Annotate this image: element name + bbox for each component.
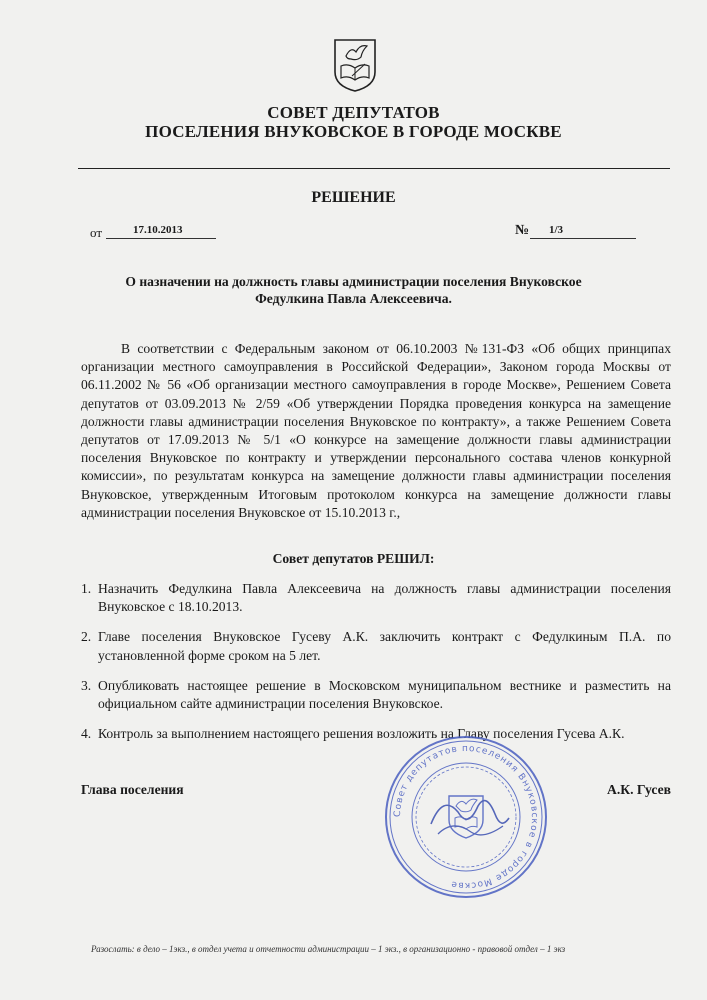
number-label: №	[515, 223, 530, 238]
stamp-text: Совет депутатов поселения Внуковское в городе Москве	[392, 743, 540, 891]
date-label: от	[90, 225, 103, 240]
list-item	[81, 628, 671, 664]
item-number: 2.	[81, 629, 92, 645]
document-date: 17.10.2013	[133, 224, 183, 236]
item-text: Опубликовать настоящее решение в Московском муниципальном вестнике и разместить на официальном сайте администрации поселения Внуковское.	[98, 677, 671, 712]
subject-line-2: Федулкина Павла Алексеевича.	[255, 291, 452, 306]
settlement-name: ПОСЕЛЕНИЯ ВНУКОВСКОЕ В ГОРОДЕ МОСКВЕ	[145, 122, 562, 141]
list-item	[81, 725, 671, 743]
preamble-paragraph: В соответствии с Федеральным законом от 06.10.2003 №131-ФЗ «Об общих принципах организации местного самоуправления в Российской Федерации», Законом города Москвы от 06.11.2002 № 56 «Об организации местного самоуправления в городе Москве», Решением Совета депутатов от 03.09.2013 № 2/59 «Об утверждении Порядка проведения конкурса на замещение должности главы администрации поселения Внуковское по контракту», а также Решением Совета депутатов от 17.09.2013 № 5/1 «О конкурсе на замещение должности главы администрации поселения Внуковское по контракту и утверждении персонального состава членов конкурной комиссии», по результатам конкурса на замещение должности главы администрации поселения Внуковское, утвержденным Итоговым протоколом конкурса на замещение должности главы администрации поселения Внуковское от 15.10.2013 г.,	[81, 341, 671, 520]
item-number: 3.	[81, 677, 92, 693]
header-divider	[78, 168, 670, 169]
dove-book-emblem-icon	[332, 38, 378, 92]
council-name: СОВЕТ ДЕПУТАТОВ	[267, 103, 440, 122]
resolution-items	[81, 580, 671, 743]
list-item	[81, 580, 671, 616]
svg-text:Совет депутатов поселения Внук	[393, 744, 539, 890]
distribution-note: Разослать: в дело – 1экз., в отдел учета и отчетности администрации – 1 экз., в организационно - правовой отдел – 1 экз	[91, 944, 566, 954]
signatory-name: А.К. Гусев	[607, 782, 671, 797]
item-text: Контроль за выполнением настоящего решения возложить на Главу поселения Гусева А.К.	[98, 726, 625, 742]
list-item	[81, 677, 671, 713]
item-text: Назначить Федулкина Павла Алексеевича на должность главы администрации поселения Внуковское с 18.10.2013.	[98, 581, 671, 615]
item-text: Главе поселения Внуковское Гусеву А.К. заключить контракт с Федулкиным П.А. по установленной форме сроком на 5 лет.	[98, 629, 671, 663]
number-underline	[530, 238, 636, 239]
date-underline	[106, 238, 216, 239]
item-number: 1.	[81, 581, 92, 596]
document-subject	[0, 273, 707, 307]
document-type-title: РЕШЕНИЕ	[311, 189, 396, 206]
item-number: 4.	[81, 726, 92, 742]
resolved-heading: Совет депутатов РЕШИЛ:	[272, 551, 435, 566]
signatory-title: Глава поселения	[81, 782, 184, 797]
subject-line-1: О назначении на должность главы администрации поселения Внуковское	[125, 274, 582, 289]
official-seal-stamp	[383, 734, 549, 900]
document-number: 1/3	[549, 224, 564, 236]
